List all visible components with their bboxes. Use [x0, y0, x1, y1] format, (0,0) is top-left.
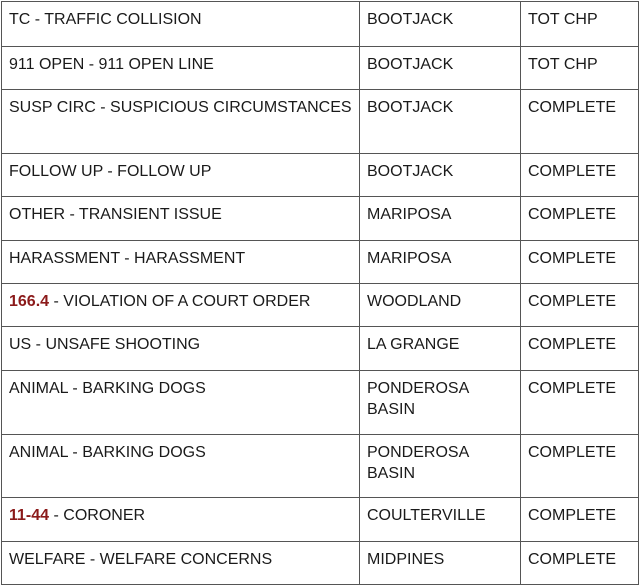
incident-cell [2, 435, 360, 498]
incident-cell [2, 371, 360, 435]
status-cell: TOT CHP [521, 2, 639, 47]
incident-description: US - UNSAFE SHOOTING [9, 336, 201, 353]
location-cell: BOOTJACK [360, 154, 521, 197]
table-row [2, 542, 639, 585]
location-cell: MIDPINES [360, 542, 521, 585]
status-cell: COMPLETE [521, 327, 639, 371]
table-row [2, 197, 639, 241]
location-cell: BOOTJACK [360, 47, 521, 90]
incident-description: - CORONER [49, 507, 146, 524]
incident-cell [2, 2, 360, 47]
incident-cell [2, 498, 360, 542]
status-cell: COMPLETE [521, 542, 639, 585]
table-row [2, 2, 639, 47]
incident-description: WELFARE - WELFARE CONCERNS [9, 551, 273, 568]
location-cell: BOOTJACK [360, 90, 521, 154]
incident-log-table [1, 1, 639, 585]
incident-code: 11-44 [9, 507, 50, 524]
location-cell: WOODLAND [360, 284, 521, 327]
incident-cell [2, 327, 360, 371]
table-row [2, 47, 639, 90]
incident-description: OTHER - TRANSIENT ISSUE [9, 206, 222, 223]
incident-cell [2, 47, 360, 90]
table-row [2, 498, 639, 542]
incident-description: ANIMAL - BARKING DOGS [9, 380, 206, 397]
incident-cell [2, 154, 360, 197]
incident-description: FOLLOW UP - FOLLOW UP [9, 163, 212, 180]
incident-cell [2, 90, 360, 154]
location-cell: PONDEROSA BASIN [360, 435, 521, 498]
status-cell: TOT CHP [521, 47, 639, 90]
table-row [2, 241, 639, 284]
status-cell: COMPLETE [521, 197, 639, 241]
table-row [2, 371, 639, 435]
incident-description: HARASSMENT - HARASSMENT [9, 250, 246, 267]
location-cell: MARIPOSA [360, 197, 521, 241]
status-cell: COMPLETE [521, 154, 639, 197]
status-cell: COMPLETE [521, 241, 639, 284]
incident-description: TC - TRAFFIC COLLISION [9, 11, 202, 28]
status-cell: COMPLETE [521, 371, 639, 435]
incident-code: 166.4 [9, 293, 50, 310]
incident-description: 911 OPEN - 911 OPEN LINE [9, 56, 214, 73]
status-cell: COMPLETE [521, 284, 639, 327]
table-row [2, 435, 639, 498]
table-row [2, 284, 639, 327]
table-row [2, 154, 639, 197]
status-cell: COMPLETE [521, 90, 639, 154]
status-cell: COMPLETE [521, 498, 639, 542]
incident-cell [2, 284, 360, 327]
location-cell: MARIPOSA [360, 241, 521, 284]
incident-description: - VIOLATION OF A COURT ORDER [49, 293, 311, 310]
location-cell: PONDEROSA BASIN [360, 371, 521, 435]
incident-cell [2, 241, 360, 284]
status-cell: COMPLETE [521, 435, 639, 498]
incident-description: SUSP CIRC - SUSPICIOUS CIRCUMSTANCES [9, 99, 352, 116]
incident-cell [2, 542, 360, 585]
location-cell: COULTERVILLE [360, 498, 521, 542]
incident-cell [2, 197, 360, 241]
table-row [2, 90, 639, 154]
location-cell: BOOTJACK [360, 2, 521, 47]
incident-description: ANIMAL - BARKING DOGS [9, 444, 206, 461]
location-cell: LA GRANGE [360, 327, 521, 371]
table-row [2, 327, 639, 371]
